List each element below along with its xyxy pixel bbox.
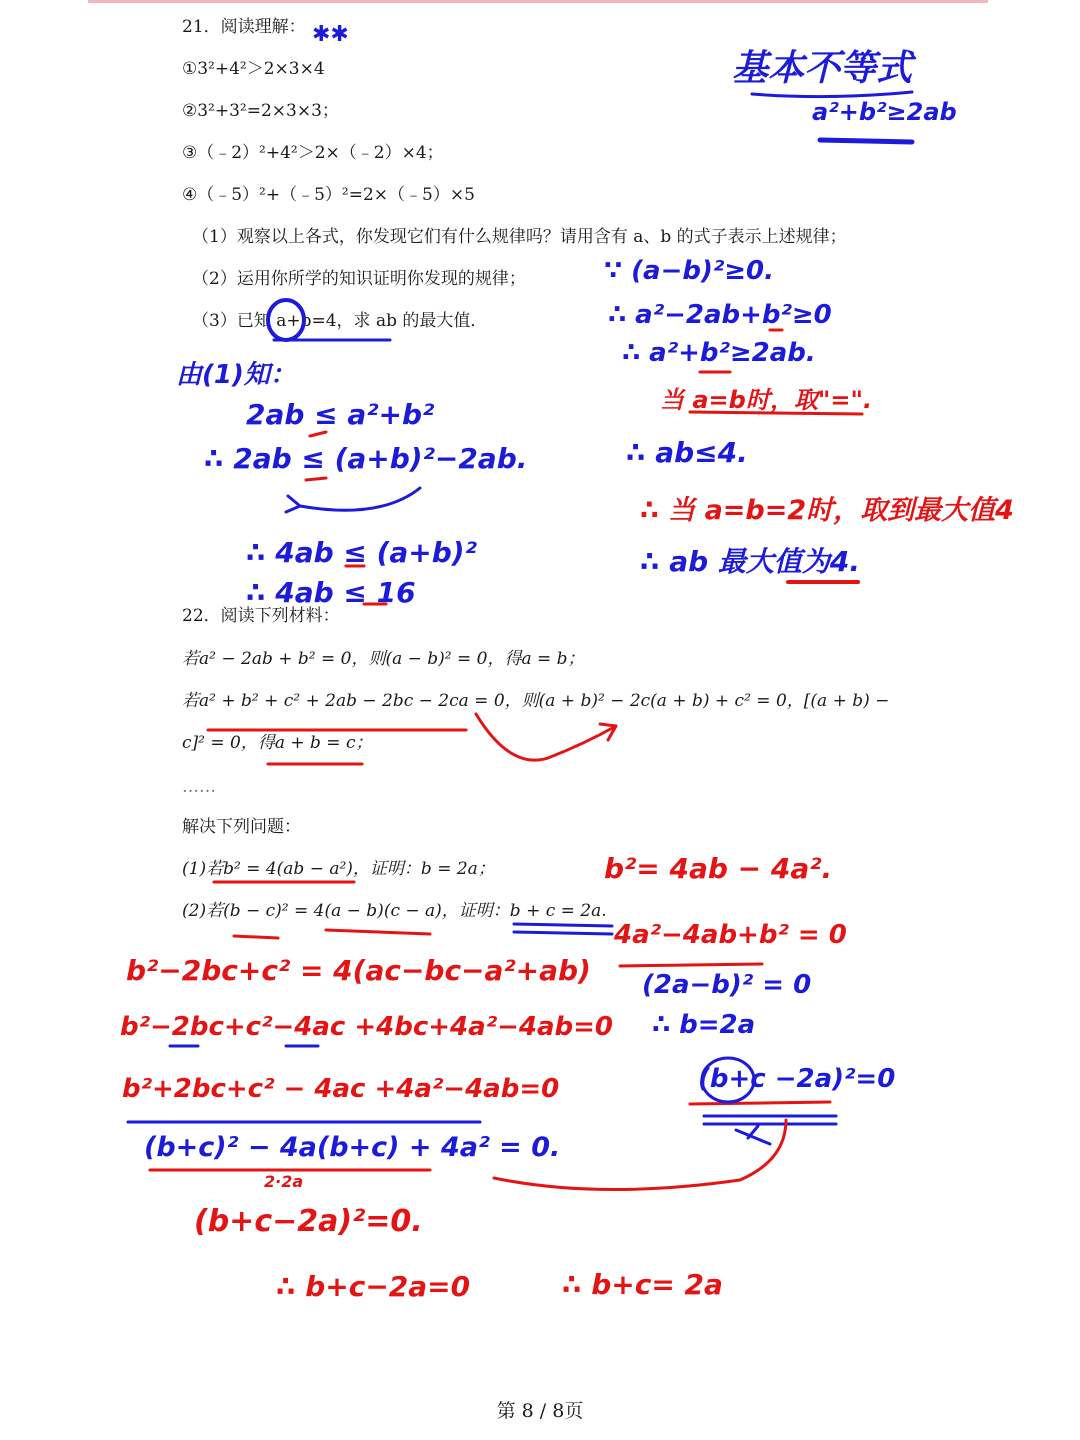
p2-side-underline-blue (704, 1116, 836, 1124)
q21-item-2: ②3²+3²=2×3×3； (182, 101, 339, 121)
proof2-line-2: ∴ a²−2ab+b²≥0 (608, 300, 832, 330)
part3-red-mark-1 (310, 432, 326, 436)
part3-left-1: 2ab ≤ a²+b² (246, 398, 435, 431)
q21-item-4: ④（﹣5）²+（﹣5）²=2×（﹣5）×5 (182, 185, 475, 205)
p1-solution-3: (2a−b)² = 0 (642, 970, 812, 1000)
q22-material-line-1: 若a² − 2ab + b² = 0，则(a − b)² = 0，得a = b； (182, 649, 585, 669)
p1-solution-underline (620, 964, 762, 966)
note-formula: a²+b²≥2ab (812, 98, 957, 126)
a-plus-b-circle (268, 300, 304, 340)
problem-2-mark (234, 936, 278, 938)
note-title: 基本不等式 (732, 48, 913, 89)
p1-solution-1: b²= 4ab − 4a². (604, 852, 833, 885)
material-arrow (476, 714, 616, 760)
part3-right-3: ∴ ab 最大值为4. (640, 545, 861, 578)
part3-right-2: ∴ 当 a=b=2时，取到最大值4 (640, 495, 1014, 526)
q21-item-1: ①3²+4²＞2×3×4 (182, 59, 325, 79)
problem-2-underline (326, 930, 430, 934)
p2-solution-1: b²−2bc+c² = 4(ac−bc−a²+ab) (126, 954, 591, 987)
p2-scribble (736, 1126, 770, 1144)
p2-solution-6: ∴ b+c−2a=0 (276, 1270, 471, 1303)
p2-solution-5: (b+c−2a)²=0. (194, 1204, 423, 1239)
q21-title: 21．阅读理解： (182, 17, 306, 37)
part3-right-1: ∴ ab≤4. (626, 436, 748, 469)
b-plus-c-circle (702, 1058, 754, 1102)
q22-material-line-2: 若a² + b² + c² + 2ab − 2bc − 2ca = 0，则(a + b)² − 2c(a + b) + c² = 0，[(a + b) − (182, 691, 890, 711)
proof2-line-1: ∵ (a−b)²≥0. (604, 256, 774, 286)
problem-2-goal-underline (514, 924, 612, 934)
p1-solution-4: ∴ b=2a (652, 1010, 756, 1040)
part3-left-2: ∴ 2ab ≤ (a+b)²−2ab. (204, 442, 528, 475)
q22-material-line-3: c]² = 0，得a + b = c； (182, 733, 373, 753)
q22-problem-1: (1)若b² = 4(ab − a²)，证明：b = 2a； (182, 859, 495, 879)
p2-solution-3: b²+2bc+c² − 4ac +4a²−4ab=0 (122, 1074, 560, 1104)
p2-solution-7: ∴ b+c= 2a (562, 1268, 723, 1301)
q21-part-2: （2）运用你所学的知识证明你发现的规律； (192, 269, 526, 289)
q22-problem-2: (2)若(b − c)² = 4(a − b)(c − a)，证明：b + c = 2a. (182, 901, 607, 921)
part3-label: 由(1)知： (176, 360, 296, 390)
page-footer: 第 8 / 8页 (496, 1400, 584, 1422)
note-title-underline (752, 92, 912, 97)
p2-solution-sub: 2·2a (264, 1172, 304, 1191)
q21-part-3: （3）已知 a+b=4，求 ab 的最大值． (192, 311, 488, 331)
note-formula-underline (820, 140, 912, 142)
part3-arrow (286, 488, 420, 512)
proof2-line-3: ∴ a²+b²≥2ab. (622, 338, 816, 368)
q22-title: 22．阅读下列材料： (182, 606, 340, 626)
stars-mark: ✱✱ (312, 22, 349, 47)
p1-solution-2: 4a²−4ab+b² = 0 (614, 920, 847, 950)
proof2-condition-underline (690, 412, 862, 414)
p2-solution-2: b²−2bc+c²−4ac +4bc+4a²−4ab=0 (120, 1012, 613, 1042)
part3-left-4: ∴ 4ab ≤ 16 (246, 576, 416, 609)
q21-item-3: ③（﹣2）²+4²＞2×（﹣2）×4； (182, 143, 444, 163)
q22-solve-title: 解决下列问题： (182, 817, 301, 837)
part3-red-mark-2 (306, 478, 326, 480)
q21-part-1: （1）观察以上各式，你发现它们有什么规律吗？请用含有 a、b 的式子表示上述规律； (192, 227, 847, 247)
part3-left-3: ∴ 4ab ≤ (a+b)² (246, 536, 477, 569)
p2-side-note: (b+c −2a)²=0 (698, 1064, 896, 1094)
p2-side-underline-red (690, 1102, 830, 1104)
p2-arrow (494, 1120, 786, 1190)
q22-ellipsis: …… (182, 777, 216, 797)
p2-solution-4: (b+c)² − 4a(b+c) + 4a² = 0. (144, 1132, 561, 1163)
proof2-line-4: 当 a=b时，取"=". (660, 386, 873, 414)
